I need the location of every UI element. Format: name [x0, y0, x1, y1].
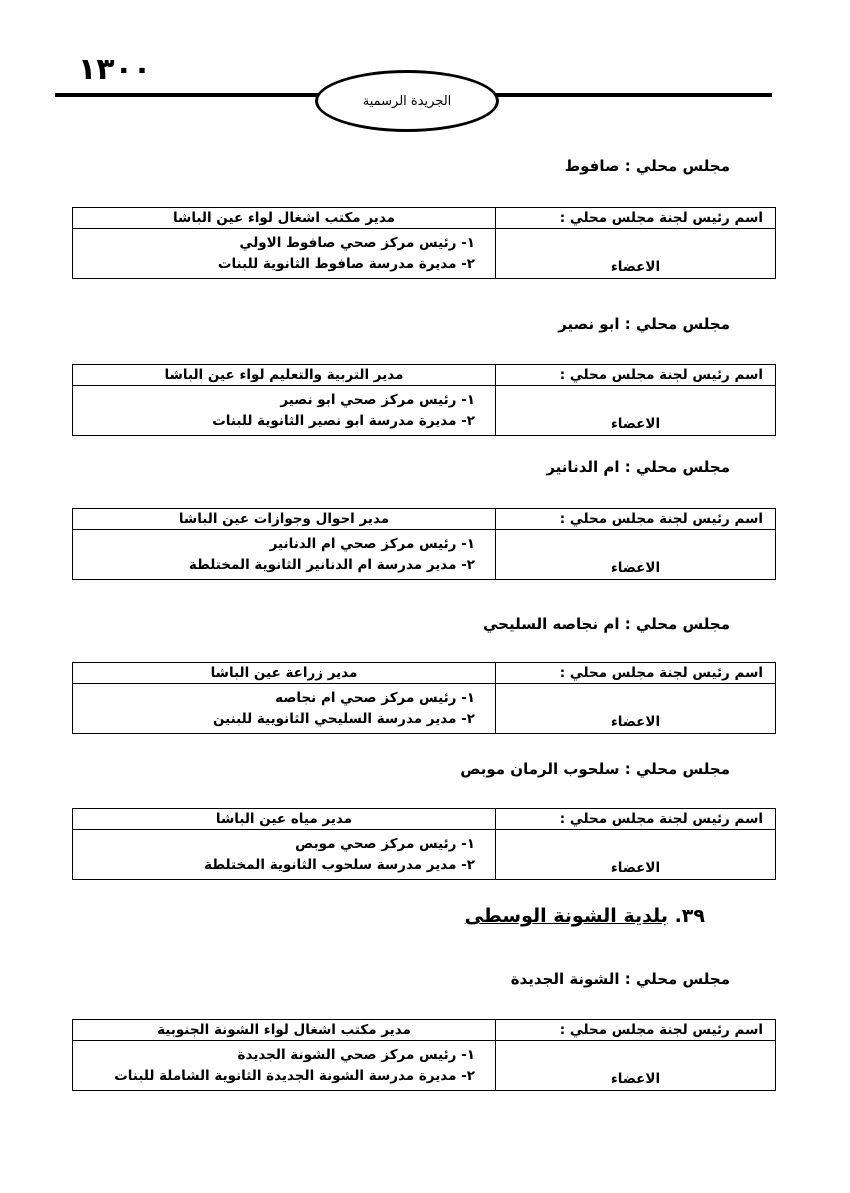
members-label: الاعضاء	[496, 386, 776, 436]
members-list	[73, 684, 496, 734]
page-number: ١٣٠٠	[78, 52, 152, 87]
chair-value: مدير التربية والتعليم لواء عين الباشا	[73, 365, 496, 386]
member-item: ١- رئيس مركز صحي صافوط الاولي	[239, 234, 475, 251]
members-list	[73, 386, 496, 436]
chair-label: اسم رئيس لجنة مجلس محلي :	[496, 365, 776, 386]
council-table	[72, 1019, 776, 1091]
chair-value: مدير احوال وجوازات عين الباشا	[73, 509, 496, 530]
chair-value: مدير زراعة عين الباشا	[73, 663, 496, 684]
member-item: ٢- مدير مدرسة السليحي الثانويية للبنين	[212, 710, 475, 727]
member-item: ١- رئيس مركز صحي موبص	[295, 835, 475, 852]
council-table	[72, 508, 776, 580]
chair-label: اسم رئيس لجنة مجلس محلي :	[496, 663, 776, 684]
members-list	[73, 530, 496, 580]
members-list	[73, 229, 496, 279]
section-number: ٣٩.	[674, 905, 705, 927]
section-name: بلدية الشونة الوسطى	[464, 905, 668, 927]
member-item: ٢- مديرة مدرسة الشونة الجديدة الثانوية الشاملة للبنات	[114, 1067, 475, 1084]
council-table	[72, 207, 776, 279]
council-title: مجلس محلي : ام نجاصه السليحي	[482, 615, 730, 633]
member-item: ٢- مدير مدرسة ام الدنانير الثانوية المختلطة	[188, 556, 475, 573]
council-title: مجلس محلي : ابو نصير	[558, 315, 730, 333]
chair-label: اسم رئيس لجنة مجلس محلي :	[496, 1020, 776, 1041]
section-heading	[465, 905, 705, 927]
member-item: ١- رئيس مركز صحي ام نجاصه	[275, 689, 475, 706]
council-table	[72, 808, 776, 880]
member-item: ٢- مديرة مدرسة صافوط الثانوية للبنات	[217, 255, 475, 272]
members-label: الاعضاء	[496, 1041, 776, 1091]
member-item: ١- رئيس مركز صحي ابو نصير	[280, 391, 475, 408]
council-title: مجلس محلي : سلحوب الرمان موبص	[460, 760, 730, 778]
council-title: مجلس محلي : ام الدنانير	[546, 458, 730, 476]
chair-value: مدير مياه عين الباشا	[73, 809, 496, 830]
member-item: ١- رئيس مركز صحي الشونة الجديدة	[237, 1046, 475, 1063]
chair-value: مدير مكتب اشغال لواء عين الباشا	[73, 208, 496, 229]
member-item: ٢- مدير مدرسة سلحوب الثانوية المختلطة	[204, 856, 475, 873]
members-label: الاعضاء	[496, 229, 776, 279]
council-title: مجلس محلي : الشونة الجديدة	[510, 970, 730, 988]
gazette-title-oval	[315, 70, 499, 132]
gazette-title: الجريدة الرسمية	[362, 93, 452, 109]
members-label: الاعضاء	[496, 684, 776, 734]
council-title: مجلس محلي : صافوط	[564, 157, 730, 175]
member-item: ١- رئيس مركز صحي ام الدنانير	[269, 535, 475, 552]
council-table	[72, 364, 776, 436]
members-label: الاعضاء	[496, 530, 776, 580]
members-label: الاعضاء	[496, 830, 776, 880]
council-table	[72, 662, 776, 734]
chair-value: مدير مكتب اشغال لواء الشونة الجنوبية	[73, 1020, 496, 1041]
chair-label: اسم رئيس لجنة مجلس محلي :	[496, 509, 776, 530]
member-item: ٢- مديرة مدرسة ابو نصير الثانوية للبنات	[212, 412, 475, 429]
chair-label: اسم رئيس لجنة مجلس محلي :	[496, 208, 776, 229]
chair-label: اسم رئيس لجنة مجلس محلي :	[496, 809, 776, 830]
members-list	[73, 1041, 496, 1091]
members-list	[73, 830, 496, 880]
